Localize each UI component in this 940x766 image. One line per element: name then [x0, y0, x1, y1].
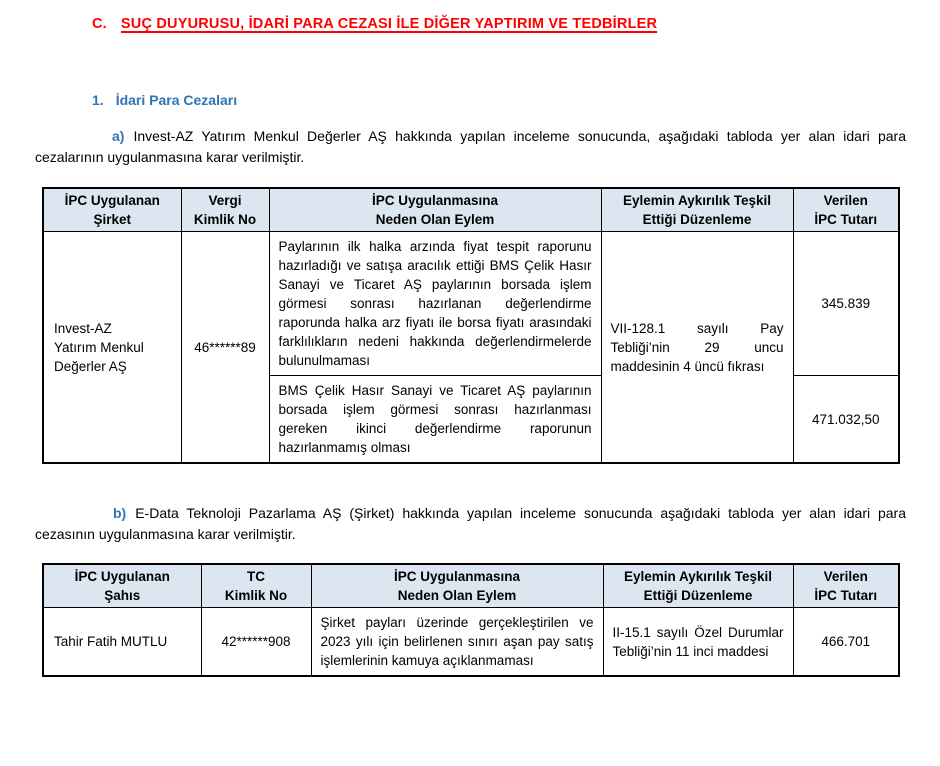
header-line: Kimlik No	[224, 588, 288, 603]
header-line: İPC Uygulanan	[64, 193, 160, 208]
paragraph-a-text: Invest-AZ Yatırım Menkul Değerler AŞ hakkında yapılan inceleme sonucunda, aşağıdaki tabloda yer alan idari para cezalarının uygulanmasına karar verilmiştir.	[35, 128, 906, 165]
header-line: Eylemin Aykırılık Teşkil	[623, 569, 773, 584]
regulation-cell: VII-128.1 sayılı Pay Tebliği’nin 29 uncu maddesinin 4 üncü fıkrası	[601, 232, 793, 464]
table2-header-person	[43, 564, 201, 608]
header-line: İPC Uygulanmasına	[393, 569, 521, 584]
main-heading	[92, 16, 657, 32]
header-line: Neden Olan Eylem	[397, 588, 517, 603]
table2-row-1	[43, 608, 899, 677]
header-line: TC	[247, 569, 265, 584]
section-title: İdari Para Cezaları	[115, 92, 238, 108]
company-name-line: Invest-AZ	[54, 320, 112, 336]
table1-row-1	[43, 232, 899, 376]
header-line: Kimlik No	[193, 212, 257, 227]
action-cell-1: Paylarının ilk halka arzında fiyat tespit raporunu hazırladığı ve satışa aracılık ettiği BMS Çelik Hasır Sanayi ve Ticaret AŞ paylarının borsada işlem görmesi sonrası hazırlanan değerlendirme raporunda halka arz fiyatı ile borsa fiyatı arasındaki farklılıkların nedeni hakkında değerlendirmelerde bulunulmaması	[269, 232, 601, 376]
header-line: Şahıs	[104, 588, 141, 603]
person-name-cell: Tahir Fatih MUTLU	[43, 608, 201, 677]
section-number: 1.	[92, 92, 104, 108]
company-name-line: Değerler AŞ	[54, 358, 127, 374]
header-line: İPC Uygulanan	[74, 569, 170, 584]
amount-cell-2: 471.032,50	[793, 376, 899, 464]
table1-header-regulation	[601, 188, 793, 232]
person-regulation-cell: II-15.1 sayılı Özel Durumlar Tebliği’nin 11 inci maddesi	[603, 608, 793, 677]
tax-id-cell: 46******89	[181, 232, 269, 464]
table2-header-tc-id	[201, 564, 311, 608]
header-line: Verilen	[823, 569, 868, 584]
table2-header-action	[311, 564, 603, 608]
table1-header-company	[43, 188, 181, 232]
person-fines-table	[42, 563, 900, 677]
table1-header-tax-id	[181, 188, 269, 232]
heading-letter: C.	[92, 16, 107, 32]
paragraph-b	[35, 503, 906, 545]
header-line: İPC Uygulanmasına	[371, 193, 499, 208]
heading-text: SUÇ DUYURUSU, İDARİ PARA CEZASI İLE DİĞER YAPTIRIM VE TEDBİRLER	[120, 16, 658, 32]
paragraph-b-text: E-Data Teknoloji Pazarlama AŞ (Şirket) hakkında yapılan inceleme sonucunda aşağıdaki tabloda yer alan idari para cezasının uygulanmasına karar verilmiştir.	[35, 505, 906, 542]
paragraph-a-marker: a)	[112, 128, 125, 144]
company-name-cell	[43, 232, 181, 464]
table2-header-row	[43, 564, 899, 608]
header-line: Neden Olan Eylem	[375, 212, 495, 227]
amount-cell-1: 345.839	[793, 232, 899, 376]
header-line: İPC Tutarı	[814, 212, 878, 227]
table1-header-amount	[793, 188, 899, 232]
header-line: Ettiği Düzenleme	[642, 212, 752, 227]
company-name-line: Yatırım Menkul	[54, 339, 144, 355]
company-fines-table	[42, 187, 900, 464]
section-heading	[92, 92, 237, 108]
header-line: Şirket	[93, 212, 132, 227]
header-line: İPC Tutarı	[814, 588, 878, 603]
header-line: Verilen	[823, 193, 868, 208]
paragraph-a	[35, 126, 906, 168]
table2-header-amount	[793, 564, 899, 608]
paragraph-b-marker: b)	[113, 505, 127, 521]
table1-header-row	[43, 188, 899, 232]
table1-header-action	[269, 188, 601, 232]
person-amount-cell: 466.701	[793, 608, 899, 677]
tc-id-cell: 42******908	[201, 608, 311, 677]
person-action-cell: Şirket payları üzerinde gerçekleştirilen ve 2023 yılı için belirlenen sınırı aşan pay satış işlemlerinin kamuya açıklanmaması	[311, 608, 603, 677]
header-line: Eylemin Aykırılık Teşkil	[622, 193, 772, 208]
header-line: Ettiği Düzenleme	[643, 588, 753, 603]
action-cell-2: BMS Çelik Hasır Sanayi ve Ticaret AŞ paylarının borsada işlem görmesi sonrası hazırlanması gereken ikinci değerlendirme raporunun hazırlanmamış olması	[269, 376, 601, 464]
table2-header-regulation	[603, 564, 793, 608]
header-line: Vergi	[208, 193, 242, 208]
